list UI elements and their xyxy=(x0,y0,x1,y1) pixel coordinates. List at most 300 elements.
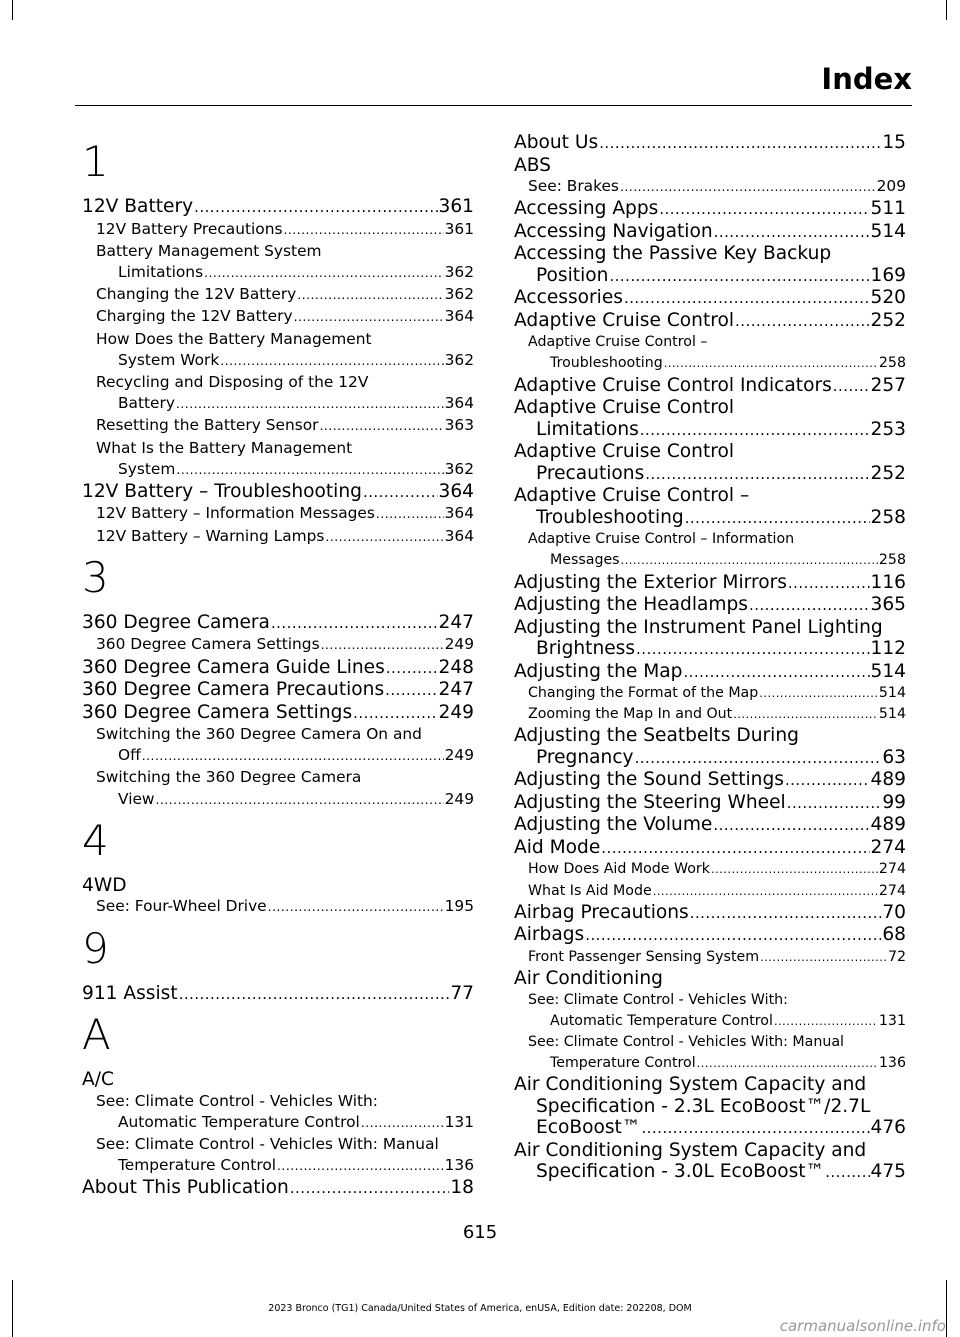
index-entry-title: Airbag Precautions xyxy=(514,901,689,923)
index-subentry[interactable] xyxy=(514,859,906,880)
index-entry[interactable] xyxy=(82,702,474,725)
index-entry[interactable] xyxy=(514,221,906,244)
index-entry-title: 911 Assist xyxy=(82,982,178,1004)
index-subentry[interactable] xyxy=(514,704,906,725)
index-entry-title: 12V Battery Precautions xyxy=(96,219,283,238)
index-entry-page[interactable]: 70 xyxy=(882,901,906,923)
index-entry-line xyxy=(514,198,906,221)
leader-dots xyxy=(283,219,443,241)
leader-dots xyxy=(659,198,869,221)
header-rule xyxy=(75,105,912,106)
index-entry-page[interactable]: 253 xyxy=(870,418,906,440)
index-entry-line xyxy=(536,507,906,530)
index-entry-continuation xyxy=(514,507,906,530)
index-entry-continuation xyxy=(96,745,474,767)
index-entry-line xyxy=(96,634,474,656)
index-entry[interactable] xyxy=(514,1074,906,1140)
leader-dots xyxy=(774,1011,878,1032)
index-entry-page[interactable]: 15 xyxy=(882,132,906,153)
index-entry-line xyxy=(514,814,906,837)
index-section-letter: 1 xyxy=(82,137,109,186)
index-entry-title: 12V Battery – Troubleshooting xyxy=(82,480,362,502)
index-entry-title: Adaptive Cruise Control xyxy=(514,309,735,331)
index-entry-line xyxy=(96,306,474,328)
index-entry[interactable] xyxy=(82,481,474,504)
index-entry-page[interactable]: 514 xyxy=(878,685,906,702)
leader-dots xyxy=(664,353,878,374)
index-entry-title: Automatic Temperature Control xyxy=(550,1012,773,1029)
index-entry-line xyxy=(514,902,906,925)
index-entry-title: 12V Battery – Warning Lamps xyxy=(96,526,325,545)
index-entry-page[interactable]: 131 xyxy=(878,1012,906,1029)
index-entry-continuation xyxy=(514,265,906,288)
index-entry-continuation xyxy=(514,747,906,770)
index-entry-page[interactable]: 489 xyxy=(870,814,906,836)
leader-dots xyxy=(697,1053,878,1074)
leader-dots xyxy=(645,463,869,486)
index-entry-line xyxy=(514,924,906,947)
index-entry-page[interactable]: 364 xyxy=(438,480,474,502)
index-entry-page[interactable]: 68 xyxy=(882,924,906,946)
index-entry-line xyxy=(118,1112,474,1134)
index-subentry[interactable] xyxy=(82,634,474,656)
index-entry-page[interactable]: 249 xyxy=(444,746,474,765)
index-entry-page[interactable]: 247 xyxy=(438,611,474,633)
leader-dots xyxy=(601,837,869,860)
leader-dots xyxy=(290,1177,450,1200)
index-column-left xyxy=(82,132,474,1200)
index-subentry[interactable] xyxy=(82,724,474,767)
index-entry-title: System Work xyxy=(118,350,220,369)
index-entry-page[interactable]: 520 xyxy=(870,287,906,309)
leader-dots xyxy=(353,702,437,725)
index-entry-title: Brightness xyxy=(536,638,636,660)
index-entry-title: Zooming the Map In and Out xyxy=(528,706,733,723)
index-entry-title: See: Brakes xyxy=(528,177,619,195)
index-entry-page[interactable]: 195 xyxy=(444,897,474,916)
index-subentry[interactable] xyxy=(82,503,474,525)
index-entry-page[interactable]: 112 xyxy=(870,638,906,660)
index-entry-line xyxy=(528,683,906,704)
leader-dots xyxy=(271,612,438,635)
index-entry-line xyxy=(118,789,474,811)
index-subentry[interactable] xyxy=(82,526,474,548)
index-column-right xyxy=(514,132,906,1184)
index-entry-title: Changing the Format of the Map xyxy=(528,685,759,702)
index-entry-continuation xyxy=(96,459,474,481)
index-entry[interactable] xyxy=(514,243,906,287)
index-entry[interactable] xyxy=(82,657,474,680)
leader-dots xyxy=(624,287,870,310)
index-entry[interactable] xyxy=(514,792,906,815)
index-entry-title: Front Passenger Sensing System xyxy=(528,948,760,965)
index-entry-page[interactable]: 362 xyxy=(444,459,474,478)
index-entry-title: System xyxy=(118,459,176,478)
index-entry-continuation xyxy=(514,1161,906,1184)
index-entry-title: Messages xyxy=(550,552,620,569)
index-entry[interactable] xyxy=(82,679,474,702)
index-entry[interactable] xyxy=(514,924,906,947)
index-entry-title: 360 Degree Camera xyxy=(82,611,270,633)
index-subentry[interactable] xyxy=(82,284,474,306)
index-entry-page[interactable]: 274 xyxy=(878,861,906,878)
index-entry-continuation xyxy=(96,350,474,372)
index-entry-title: 360 Degree Camera Settings xyxy=(96,635,320,654)
leader-dots xyxy=(733,704,878,725)
index-entry-title-first-line: Adjusting the Instrument Panel Lighting xyxy=(514,616,883,638)
leader-dots xyxy=(294,306,444,328)
index-entry-title: How Does Aid Mode Work xyxy=(528,861,710,878)
index-subentry[interactable] xyxy=(514,176,906,198)
index-entry-title-first-line: Switching the 360 Degree Camera xyxy=(96,768,362,787)
index-entry-continuation xyxy=(96,1155,474,1177)
index-entry-page[interactable]: 274 xyxy=(870,836,906,858)
index-entry-line xyxy=(514,594,906,617)
index-entry-line xyxy=(536,638,906,661)
index-entry-title: Temperature Control xyxy=(550,1055,696,1072)
index-entry-page[interactable]: 364 xyxy=(444,504,474,523)
index-entry-title-first-line: Adaptive Cruise Control – Information xyxy=(528,531,795,548)
index-section-letter: 4 xyxy=(82,815,109,865)
index-entry-line xyxy=(528,704,906,725)
index-entry-page[interactable]: 258 xyxy=(878,552,906,569)
leader-dots xyxy=(204,262,444,284)
leader-dots xyxy=(176,459,443,481)
index-entry-line xyxy=(514,837,906,860)
index-entry[interactable] xyxy=(514,310,906,333)
index-entry-line xyxy=(82,657,474,680)
index-entry[interactable] xyxy=(514,287,906,310)
index-entry-line xyxy=(96,284,474,306)
index-entry-title-first-line: How Does the Battery Management xyxy=(96,329,372,348)
index-entry-title: Adjusting the Map xyxy=(514,660,683,682)
index-entry-continuation xyxy=(96,262,474,284)
index-entry-line xyxy=(82,612,474,635)
index-entry-page[interactable]: 136 xyxy=(444,1156,474,1175)
index-entry-line xyxy=(550,353,906,374)
index-entry-title-second-line: Specification - 2.3L EcoBoost™/2.7L xyxy=(536,1095,871,1117)
index-entry-line xyxy=(82,481,474,504)
page-number: 615 xyxy=(462,1222,498,1243)
index-entry-title: Accessories xyxy=(514,287,623,309)
index-entry-title: Limitations xyxy=(118,262,204,281)
index-entry-line xyxy=(514,221,906,244)
index-entry-page[interactable]: 364 xyxy=(444,526,474,545)
index-entry-line xyxy=(514,132,906,155)
index-entry-page[interactable]: 361 xyxy=(444,219,474,238)
index-subentry[interactable] xyxy=(82,372,474,415)
index-subentry[interactable] xyxy=(82,438,474,481)
index-entry-continuation xyxy=(96,393,474,415)
index-section-letter: A xyxy=(82,1010,111,1060)
leader-dots xyxy=(635,747,882,770)
index-entry-title-first-line: See: Climate Control - Vehicles With: xyxy=(96,1091,378,1110)
index-entry-line xyxy=(96,219,474,241)
index-entry-page[interactable]: 514 xyxy=(870,220,906,242)
index-entry-title: 12V Battery xyxy=(82,196,194,217)
index-entry-title-first-line: See: Climate Control - Vehicles With: xyxy=(528,991,788,1008)
index-entry-line xyxy=(528,881,906,902)
index-entry[interactable] xyxy=(82,1177,474,1200)
index-subentry[interactable] xyxy=(82,415,474,437)
leader-dots xyxy=(325,526,443,548)
index-entry-page[interactable]: 257 xyxy=(870,374,906,396)
index-entry-title: Adjusting the Volume xyxy=(514,814,713,836)
leader-dots xyxy=(268,896,444,918)
index-entry-title: Specification - 3.0L EcoBoost™ xyxy=(536,1161,825,1183)
index-entry-page[interactable]: 274 xyxy=(878,882,906,899)
index-entry-title: Accessing Apps xyxy=(514,198,659,220)
index-entry[interactable] xyxy=(514,617,906,661)
index-entry-title: About Us xyxy=(514,132,599,153)
leader-dots xyxy=(386,657,438,680)
index-entry-page[interactable]: 258 xyxy=(878,355,906,372)
index-subentry[interactable] xyxy=(514,1032,906,1074)
index-entry[interactable] xyxy=(82,983,474,1006)
index-entry-title: Position xyxy=(536,264,609,286)
index-entry-continuation xyxy=(96,1112,474,1134)
index-entry[interactable] xyxy=(514,375,906,398)
index-entry-page[interactable]: 363 xyxy=(444,416,474,435)
index-entry-page[interactable]: 77 xyxy=(450,982,474,1004)
index-entry-title-first-line: Adaptive Cruise Control xyxy=(514,397,735,419)
index-entry[interactable] xyxy=(514,837,906,860)
index-entry-line xyxy=(536,1161,906,1184)
index-entry-title-first-line: Air Conditioning System Capacity and xyxy=(514,1139,867,1161)
index-entry-page[interactable]: 99 xyxy=(882,791,906,813)
index-entry-page[interactable]: 116 xyxy=(870,571,906,593)
page-title: Index xyxy=(821,62,912,96)
index-entry[interactable] xyxy=(514,725,906,769)
index-entry-page[interactable]: 475 xyxy=(870,1161,906,1183)
index-entry-continuation xyxy=(514,419,906,442)
index-entry-title: Limitations xyxy=(536,418,639,440)
index-entry-title: 360 Degree Camera Precautions xyxy=(82,679,385,701)
leader-dots xyxy=(179,983,450,1006)
index-entry-page[interactable]: 249 xyxy=(438,701,474,723)
index-subentry[interactable] xyxy=(82,1091,474,1134)
index-entry-heading: ABS xyxy=(514,154,551,176)
index-entry-title: 12V Battery – Information Messages xyxy=(96,504,375,523)
index-entry-line xyxy=(82,983,474,1006)
index-entry-title-first-line: See: Climate Control - Vehicles With: Manual xyxy=(528,1033,844,1050)
index-entry[interactable] xyxy=(514,198,906,221)
index-entry-page[interactable]: 247 xyxy=(438,679,474,701)
index-entry-continuation xyxy=(514,463,906,486)
index-entry-page[interactable]: 258 xyxy=(870,506,906,528)
index-entry-heading: 4WD xyxy=(82,874,127,896)
index-entry-title-first-line: What Is the Battery Management xyxy=(96,438,353,457)
index-entry-line xyxy=(96,526,474,548)
leader-dots xyxy=(376,503,444,525)
index-entry-page[interactable]: 209 xyxy=(876,177,906,195)
index-subentry[interactable] xyxy=(82,896,474,918)
leader-dots xyxy=(585,924,881,947)
index-entry-line xyxy=(82,702,474,725)
index-entry-line xyxy=(528,859,906,880)
index-entry-page[interactable]: 252 xyxy=(870,462,906,484)
index-entry[interactable] xyxy=(514,594,906,617)
index-entry-line xyxy=(536,419,906,442)
index-entry-page[interactable]: 169 xyxy=(870,264,906,286)
leader-dots xyxy=(735,310,869,333)
index-entry-page[interactable]: 361 xyxy=(438,196,474,217)
index-entry[interactable] xyxy=(514,132,906,155)
index-entry-page[interactable]: 136 xyxy=(878,1055,906,1072)
index-entry-page[interactable]: 131 xyxy=(444,1112,474,1131)
index-section-letter: 3 xyxy=(82,552,109,602)
index-entry-page[interactable]: 249 xyxy=(444,789,474,808)
index-subentry[interactable] xyxy=(82,767,474,810)
index-entry-page[interactable]: 18 xyxy=(450,1177,474,1199)
index-entry[interactable] xyxy=(514,814,906,837)
leader-dots xyxy=(321,634,444,656)
index-entry-line xyxy=(528,947,906,968)
index-subentry[interactable] xyxy=(82,241,474,284)
leader-dots xyxy=(760,947,887,968)
index-entry-page[interactable]: 362 xyxy=(444,262,474,281)
leader-dots xyxy=(653,881,878,902)
index-entry-title: Battery xyxy=(118,394,175,413)
index-entry[interactable] xyxy=(514,661,906,684)
index-entry-line xyxy=(536,463,906,486)
index-subentry[interactable] xyxy=(514,683,906,704)
index-entry-continuation xyxy=(528,353,906,374)
index-entry-line xyxy=(550,550,906,571)
index-subentry[interactable] xyxy=(514,332,906,374)
index-subentry[interactable] xyxy=(82,306,474,328)
leader-dots xyxy=(176,393,444,415)
leader-dots xyxy=(319,415,443,437)
index-entry-title-first-line: Switching the 360 Degree Camera On and xyxy=(96,725,422,744)
index-entry-title: Adjusting the Headlamps xyxy=(514,594,748,616)
index-entry-page[interactable]: 364 xyxy=(444,307,474,326)
index-entry[interactable] xyxy=(514,572,906,595)
index-entry-page[interactable]: 249 xyxy=(444,635,474,654)
leader-dots xyxy=(640,419,870,442)
index-entry-line xyxy=(82,679,474,702)
index-entry-page[interactable]: 72 xyxy=(887,948,906,965)
index-subentry[interactable] xyxy=(82,329,474,372)
index-entry[interactable] xyxy=(82,612,474,635)
index-entry-line xyxy=(514,287,906,310)
index-subentry[interactable] xyxy=(82,219,474,241)
leader-dots xyxy=(363,481,438,504)
index-entry-title: View xyxy=(118,789,155,808)
index-entry-page[interactable]: 248 xyxy=(438,656,474,678)
leader-dots xyxy=(788,572,870,595)
index-entry-line xyxy=(536,1117,906,1140)
index-entry-title: See: Four-Wheel Drive xyxy=(96,897,267,916)
index-entry-title-first-line: Accessing the Passive Key Backup xyxy=(514,243,832,265)
index-entry-page[interactable]: 362 xyxy=(444,350,474,369)
index-entry-line xyxy=(536,747,906,770)
index-entry-title: Aid Mode xyxy=(514,836,601,858)
index-entry-title: About This Publication xyxy=(82,1177,289,1199)
index-entry-page[interactable]: 364 xyxy=(444,394,474,413)
index-entry-continuation xyxy=(514,638,906,661)
leader-dots xyxy=(759,683,878,704)
index-entry-page[interactable]: 489 xyxy=(870,769,906,791)
leader-dots xyxy=(620,176,876,198)
footer-edition-info: 2023 Bronco (TG1) Canada/United States of America, enUSA, Edition date: 202208, DOM xyxy=(268,1303,692,1314)
index-subentry[interactable] xyxy=(514,881,906,902)
index-entry-line xyxy=(118,262,474,284)
leader-dots xyxy=(636,638,869,661)
index-entry-title: Airbags xyxy=(514,924,585,946)
index-subentry[interactable] xyxy=(514,990,906,1032)
index-entry-title: What Is Aid Mode xyxy=(528,882,652,899)
index-entry[interactable] xyxy=(514,397,906,441)
leader-dots xyxy=(277,1155,444,1177)
index-entry[interactable] xyxy=(514,441,906,485)
index-entry[interactable] xyxy=(82,196,474,219)
index-entry-line xyxy=(536,265,906,288)
index-entry-continuation xyxy=(96,789,474,811)
index-entry-title: Charging the 12V Battery xyxy=(96,307,293,326)
index-entry-line xyxy=(118,745,474,767)
index-entry-title: Adaptive Cruise Control Indicators xyxy=(514,374,832,396)
leader-dots xyxy=(787,792,882,815)
index-entry[interactable] xyxy=(514,769,906,792)
leader-dots xyxy=(683,661,869,684)
index-section-letter: 9 xyxy=(82,923,109,973)
index-entry-heading: Air Conditioning xyxy=(514,968,663,990)
index-entry-page[interactable]: 365 xyxy=(870,594,906,616)
index-entry[interactable] xyxy=(514,902,906,925)
index-entry-page[interactable]: 476 xyxy=(870,1117,906,1139)
index-entry-title: Accessing Navigation xyxy=(514,220,713,242)
index-entry-page[interactable]: 514 xyxy=(870,660,906,682)
index-subentry[interactable] xyxy=(514,947,906,968)
index-entry-page[interactable]: 252 xyxy=(870,309,906,331)
index-entry-title-first-line: Battery Management System xyxy=(96,241,322,260)
leader-dots xyxy=(714,221,870,244)
index-entry[interactable] xyxy=(514,1140,906,1184)
leader-dots xyxy=(685,507,870,530)
index-entry-line xyxy=(550,1011,906,1032)
crop-mark-top-left xyxy=(12,0,13,20)
index-entry-title: Troubleshooting xyxy=(536,506,684,528)
index-entry[interactable] xyxy=(514,485,906,529)
index-entry-title-first-line: Adaptive Cruise Control xyxy=(514,441,735,463)
leader-dots xyxy=(609,265,869,288)
index-entry-page[interactable]: 511 xyxy=(870,198,906,220)
index-entry-line xyxy=(514,792,906,815)
index-entry-line xyxy=(82,1177,474,1200)
index-entry-line xyxy=(118,1155,474,1177)
index-entry-line xyxy=(514,661,906,684)
index-entry-page[interactable]: 63 xyxy=(882,746,906,768)
index-entry-line xyxy=(550,1053,906,1074)
index-entry-page[interactable]: 362 xyxy=(444,285,474,304)
index-entry-line xyxy=(96,503,474,525)
index-entry-line xyxy=(118,393,474,415)
index-entry-line xyxy=(118,459,474,481)
index-entry-title: Precautions xyxy=(536,462,645,484)
leader-dots xyxy=(194,196,437,219)
index-entry-page[interactable]: 514 xyxy=(878,706,906,723)
index-entry-heading: A/C xyxy=(82,1069,114,1091)
leader-dots xyxy=(641,1117,869,1140)
index-entry-continuation xyxy=(528,1053,906,1074)
leader-dots xyxy=(713,814,869,837)
index-subentry[interactable] xyxy=(82,1134,474,1177)
leader-dots xyxy=(749,594,870,617)
index-subentry[interactable] xyxy=(514,529,906,571)
leader-dots xyxy=(785,769,870,792)
index-entry-title-first-line: Recycling and Disposing of the 12V xyxy=(96,372,369,391)
